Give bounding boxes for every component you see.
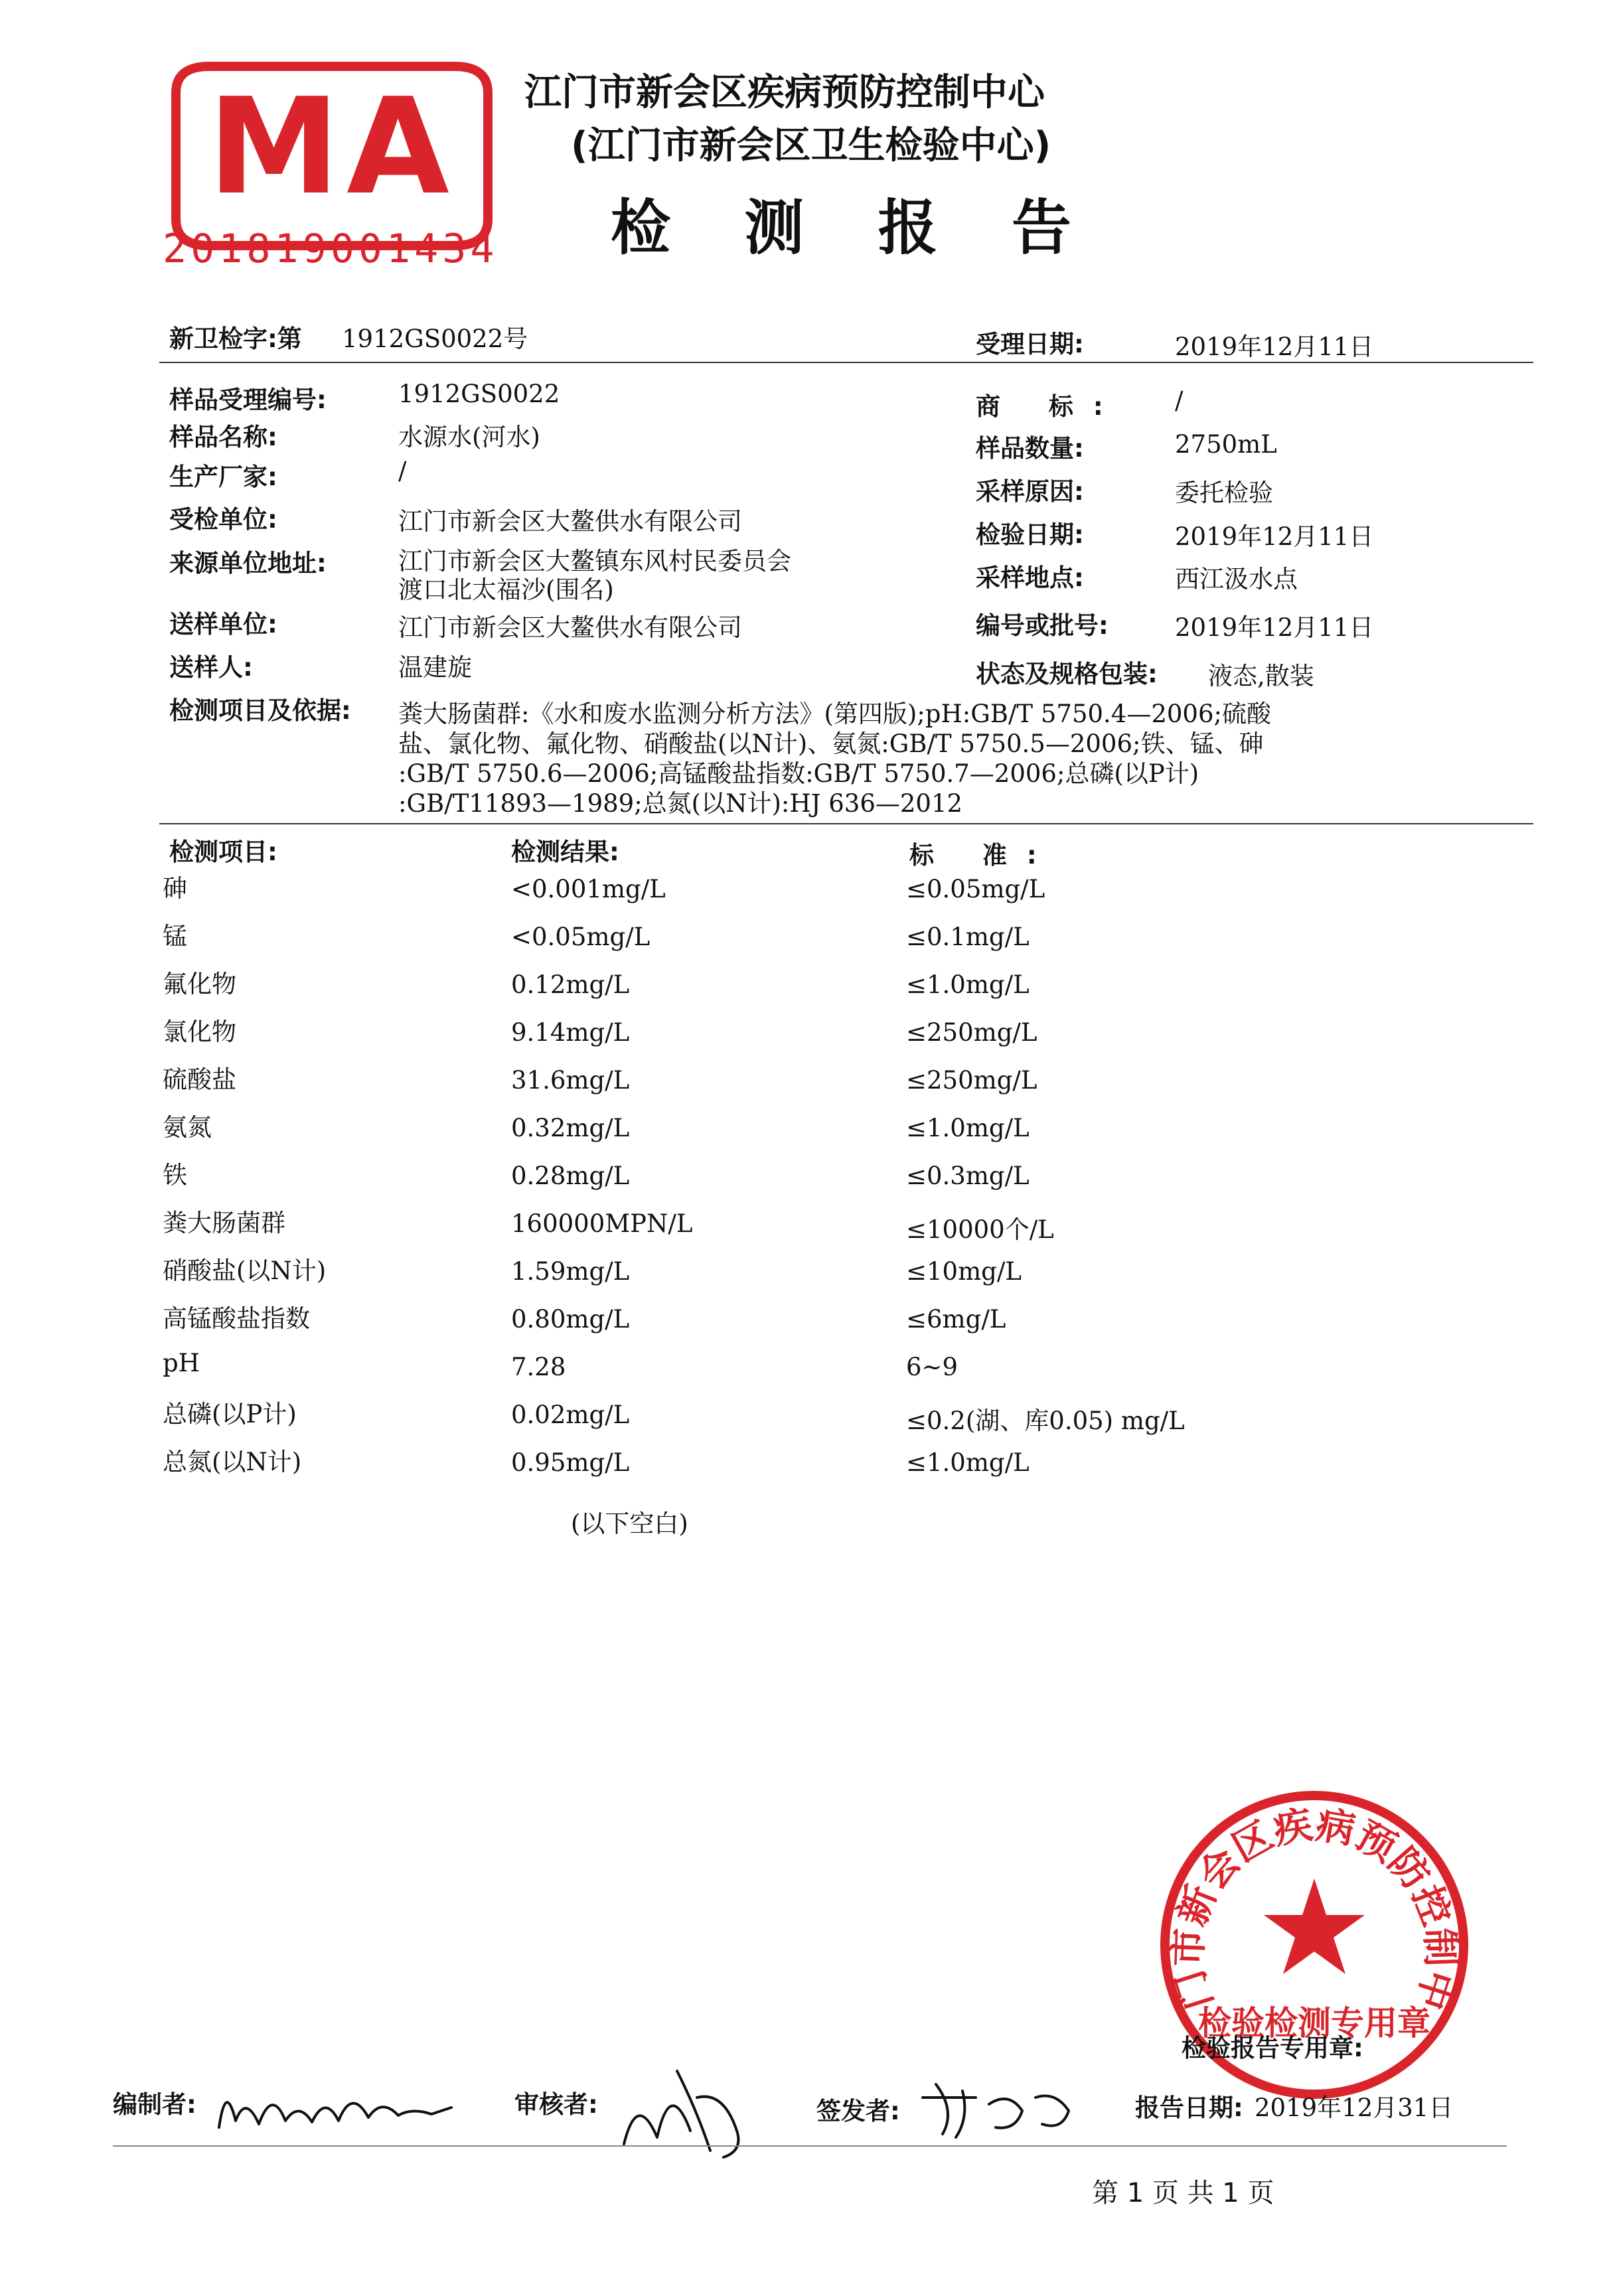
divider-footer xyxy=(113,2145,1507,2147)
row-item: 氨氮 xyxy=(163,1113,212,1142)
row-result: 160000MPN/L xyxy=(511,1209,693,1238)
value-manufacturer: / xyxy=(398,457,407,485)
value-source-address-1: 江门市新会区大鳌镇东风村民委员会 xyxy=(398,547,791,575)
org-subname: (江门市新会区卫生检验中心) xyxy=(571,124,1051,167)
row-item: 氯化物 xyxy=(163,1018,236,1046)
row-standard: ≤10mg/L xyxy=(906,1257,1022,1286)
row-result: 9.14mg/L xyxy=(511,1018,630,1047)
compiler-signature xyxy=(212,2068,458,2141)
org-name: 江门市新会区疾病预防控制中心 xyxy=(524,71,1045,114)
seal-star-icon xyxy=(1264,1878,1365,1974)
label-batch-number: 编号或批号: xyxy=(976,611,1109,640)
label-source-address: 来源单位地址: xyxy=(169,549,327,577)
report-date-label: 报告日期: xyxy=(1135,2094,1243,2122)
col-header-result: 检测结果: xyxy=(511,838,619,866)
divider-top xyxy=(159,362,1533,363)
compiler-label: 编制者: xyxy=(113,2090,196,2119)
divider-results xyxy=(159,823,1533,824)
row-standard: ≤250mg/L xyxy=(906,1018,1037,1047)
seal-ring-text: 门市新会区疾病预防控制中 xyxy=(1165,1801,1464,2015)
label-sampling-site: 采样地点: xyxy=(976,564,1084,592)
row-item: 硫酸盐 xyxy=(163,1065,236,1094)
label-inspected-unit: 受检单位: xyxy=(169,505,277,534)
value-batch-number: 2019年12月11日 xyxy=(1175,613,1374,642)
row-standard: ≤6mg/L xyxy=(906,1305,1006,1334)
row-result: 31.6mg/L xyxy=(511,1066,630,1095)
row-item: 氟化物 xyxy=(163,970,236,998)
row-item: 高锰酸盐指数 xyxy=(163,1304,310,1333)
row-item: 总磷(以P计) xyxy=(163,1400,297,1428)
col-header-standard: 标 准: xyxy=(909,841,1057,870)
row-standard: ≤250mg/L xyxy=(906,1066,1037,1095)
row-result: 0.28mg/L xyxy=(511,1162,630,1190)
row-standard: ≤1.0mg/L xyxy=(906,1114,1030,1142)
row-standard: 6~9 xyxy=(906,1353,958,1381)
label-submitting-unit: 送样单位: xyxy=(169,610,277,639)
report-number-value: 1912GS0022号 xyxy=(342,325,528,353)
row-item: 锰 xyxy=(163,922,187,951)
page-number: 第 1 页 共 1 页 xyxy=(1092,2178,1274,2208)
col-header-item: 检测项目: xyxy=(169,838,277,866)
label-manufacturer: 生产厂家: xyxy=(169,463,277,491)
seal-label: 检验报告专用章: xyxy=(1182,2034,1363,2062)
issuer-signature xyxy=(916,2071,1082,2144)
issuer-label: 签发者: xyxy=(816,2097,900,2125)
value-test-date: 2019年12月11日 xyxy=(1175,522,1374,551)
ma-stamp xyxy=(156,53,501,279)
row-item: 铁 xyxy=(163,1161,187,1189)
label-sample-id: 样品受理编号: xyxy=(169,386,327,414)
label-sample-name: 样品名称: xyxy=(169,423,277,451)
row-standard: ≤1.0mg/L xyxy=(906,1448,1030,1477)
seal-bottom-text: 检验检测专用章 xyxy=(1198,2004,1430,2042)
label-sampling-reason: 采样原因: xyxy=(976,477,1084,506)
test-basis-line: :GB/T11893—1989;总氮(以N计):HJ 636—2012 xyxy=(398,789,963,818)
value-sampling-reason: 委托检验 xyxy=(1175,479,1273,507)
row-result: 0.80mg/L xyxy=(511,1305,630,1334)
label-trademark: 商 标: xyxy=(976,392,1123,421)
value-source-address-2: 渡口北太福沙(围名) xyxy=(398,575,614,604)
row-result: 0.02mg/L xyxy=(511,1401,630,1429)
row-standard: ≤1.0mg/L xyxy=(906,970,1030,999)
row-item: pH xyxy=(163,1349,200,1377)
received-date-label: 受理日期: xyxy=(976,330,1084,358)
value-state-packaging: 液态,散装 xyxy=(1208,662,1314,690)
row-standard: ≤0.05mg/L xyxy=(906,875,1045,903)
value-submitter: 温建旋 xyxy=(398,653,472,682)
row-result: 0.32mg/L xyxy=(511,1114,630,1142)
value-inspected-unit: 江门市新会区大鳌供水有限公司 xyxy=(398,507,742,536)
label-sample-quantity: 样品数量: xyxy=(976,434,1084,463)
label-test-basis: 检测项目及依据: xyxy=(169,696,351,725)
row-result: <0.001mg/L xyxy=(511,875,666,903)
row-standard: ≤0.3mg/L xyxy=(906,1162,1030,1190)
row-item: 硝酸盐(以N计) xyxy=(163,1257,327,1285)
test-basis-line: 粪大肠菌群:《水和废水监测分析方法》(第四版);pH:GB/T 5750.4—2006;硫酸 xyxy=(398,700,1271,728)
row-result: <0.05mg/L xyxy=(511,923,651,951)
row-standard: ≤0.1mg/L xyxy=(906,923,1030,951)
row-result: 0.12mg/L xyxy=(511,970,630,999)
row-result: 7.28 xyxy=(511,1353,566,1381)
value-trademark: / xyxy=(1175,386,1184,415)
reviewer-signature xyxy=(611,2051,757,2164)
value-sample-id: 1912GS0022 xyxy=(398,380,560,408)
ma-stamp-letters: MA xyxy=(208,70,456,224)
blank-note: (以下空白) xyxy=(571,1509,688,1538)
test-basis-line: :GB/T 5750.6—2006;高锰酸盐指数:GB/T 5750.7—2006;总磷(以P计) xyxy=(398,759,1199,788)
test-basis-line: 盐、氯化物、氟化物、硝酸盐(以N计)、氨氮:GB/T 5750.5—2006;铁、锰、砷 xyxy=(398,729,1264,758)
value-sample-name: 水源水(河水) xyxy=(398,423,540,451)
row-item: 粪大肠菌群 xyxy=(163,1209,285,1237)
label-submitter: 送样人: xyxy=(169,653,253,682)
row-result: 1.59mg/L xyxy=(511,1257,630,1286)
value-sample-quantity: 2750mL xyxy=(1175,430,1277,459)
received-date-value: 2019年12月11日 xyxy=(1175,333,1374,361)
row-standard: ≤0.2(湖、库0.05) mg/L xyxy=(906,1407,1185,1435)
value-sampling-site: 西江汲水点 xyxy=(1175,565,1298,593)
label-test-date: 检验日期: xyxy=(976,520,1084,549)
row-standard: ≤10000个/L xyxy=(906,1215,1054,1244)
report-number-label: 新卫检字:第 xyxy=(169,325,302,353)
value-submitting-unit: 江门市新会区大鳌供水有限公司 xyxy=(398,613,742,642)
ma-stamp-number: 201819001434 xyxy=(163,226,498,272)
row-item: 总氮(以N计) xyxy=(163,1448,302,1476)
report-date-value: 2019年12月31日 xyxy=(1255,2094,1454,2122)
label-state-packaging: 状态及规格包装: xyxy=(976,660,1158,688)
page-title: 检 测 报 告 xyxy=(611,193,1098,263)
row-result: 0.95mg/L xyxy=(511,1448,630,1477)
row-item: 砷 xyxy=(163,874,187,903)
reviewer-label: 审核者: xyxy=(514,2090,598,2119)
